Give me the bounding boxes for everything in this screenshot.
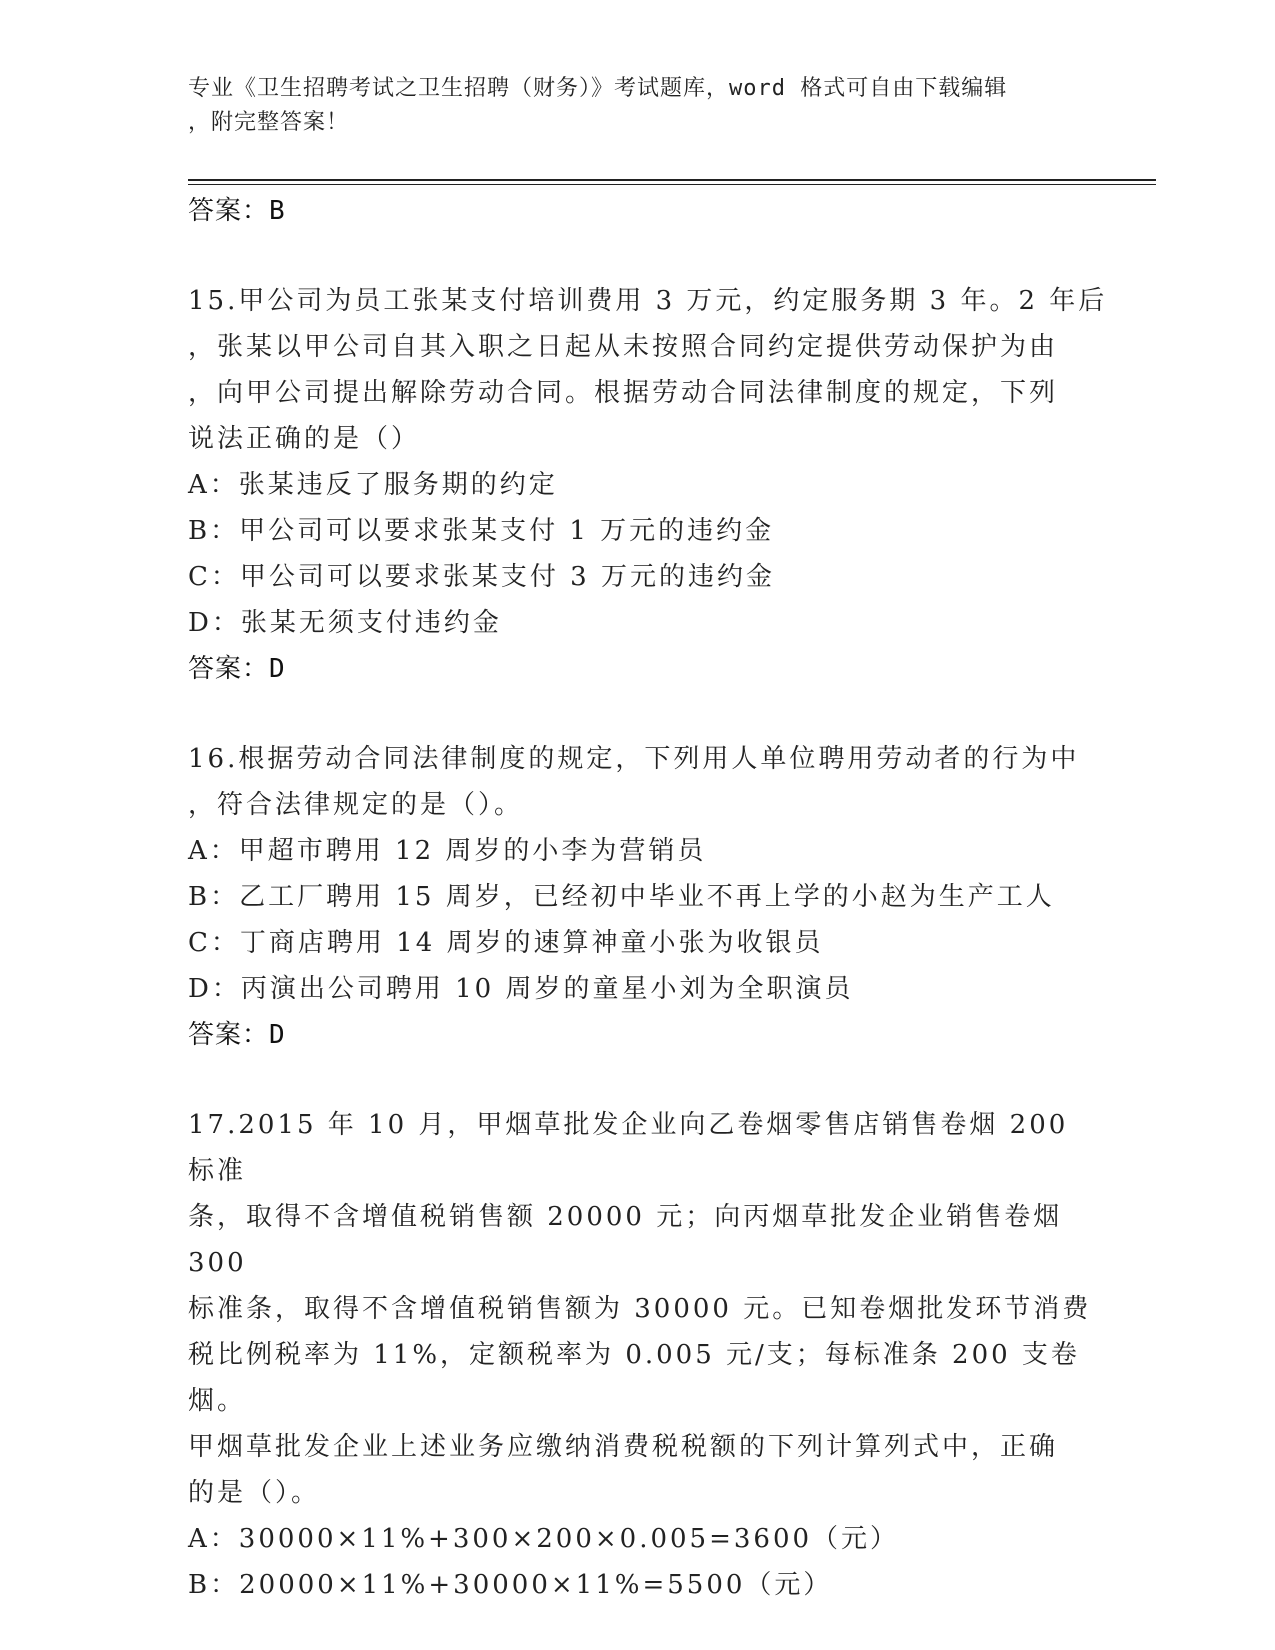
option-d: D：丙演出公司聘用 10 周岁的童星小刘为全职演员	[188, 974, 854, 1004]
previous-answer: 答案：B	[188, 196, 286, 226]
document-header	[188, 72, 1088, 140]
header-line-1: 专业《卫生招聘考试之卫生招聘（财务）》考试题库，word 格式可自由下载编辑	[188, 76, 1008, 101]
header-line-2: ，附完整答案！	[188, 110, 350, 135]
option-c: C：甲公司可以要求张某支付 3 万元的违约金	[188, 562, 775, 592]
option-a: A：甲超市聘用 12 周岁的小李为营销员	[188, 836, 707, 866]
option-b: B：20000×11%+30000×11%=5500（元）	[188, 1570, 833, 1600]
question-15	[188, 278, 1108, 692]
question-stem-line: 标准条，取得不含增值税销售额为 30000 元。已知卷烟批发环节消费	[188, 1294, 1092, 1324]
question-stem-line: 说法正确的是（）	[188, 424, 421, 454]
question-stem-line: 条，取得不含增值税销售额 20000 元；向丙烟草批发企业销售卷烟 300	[188, 1202, 1063, 1278]
question-stem-line: 税比例税率为 11%，定额税率为 0.005 元/支；每标准条 200 支卷烟。	[188, 1340, 1080, 1416]
header-rule-thick	[188, 179, 1156, 181]
option-b: B：乙工厂聘用 15 周岁，已经初中毕业不再上学的小赵为生产工人	[188, 882, 1055, 912]
question-stem-line: 甲烟草批发企业上述业务应缴纳消费税税额的下列计算列式中，正确	[188, 1432, 1059, 1462]
question-stem-line: ，张某以甲公司自其入职之日起从未按照合同约定提供劳动保护为由	[188, 332, 1059, 362]
question-stem-line: 16.根据劳动合同法律制度的规定，下列用人单位聘用劳动者的行为中	[188, 744, 1080, 774]
header-rule-thin	[188, 184, 1156, 185]
document-body	[188, 188, 1108, 1608]
option-a: A：张某违反了服务期的约定	[188, 470, 558, 500]
option-b: B：甲公司可以要求张某支付 1 万元的违约金	[188, 516, 775, 546]
question-17	[188, 1102, 1108, 1608]
option-c: C：丁商店聘用 14 周岁的速算神童小张为收银员	[188, 928, 824, 958]
question-16	[188, 736, 1108, 1058]
question-stem-line: 15.甲公司为员工张某支付培训费用 3 万元，约定服务期 3 年。2 年后	[188, 286, 1108, 316]
question-stem-line: 的是（）。	[188, 1478, 321, 1508]
option-d: D：张某无须支付违约金	[188, 608, 502, 638]
question-stem-line: ，向甲公司提出解除劳动合同。根据劳动合同法律制度的规定，下列	[188, 378, 1059, 408]
question-stem-line: ，符合法律规定的是（）。	[188, 790, 524, 820]
answer-line: 答案：D	[188, 1020, 286, 1050]
question-stem-line: 17.2015 年 10 月，甲烟草批发企业向乙卷烟零售店销售卷烟 200 标准	[188, 1110, 1069, 1186]
option-a: A：30000×11%+300×200×0.005=3600（元）	[188, 1524, 900, 1554]
answer-line: 答案：D	[188, 654, 286, 684]
